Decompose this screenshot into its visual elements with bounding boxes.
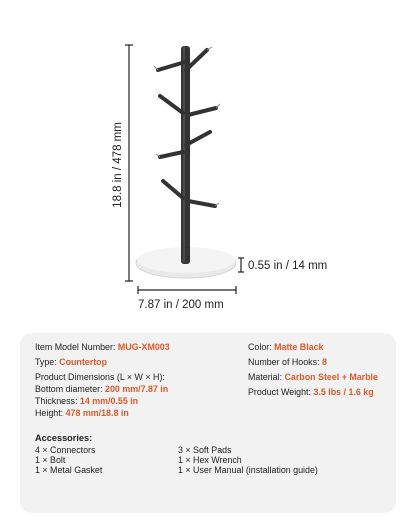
spec-label: Material: [248,372,285,382]
spec-hooks [248,357,327,367]
accessory-item: 4 × Connectors [35,445,96,455]
spec-value: MUG-XM003 [117,342,170,352]
spec-label: Type: [35,357,60,367]
thickness-dimension-line [238,258,244,272]
spec-label: Product Weight: [248,387,314,397]
spec-color [248,342,323,352]
thickness-dimension-label: 0.55 in / 14 mm [248,260,328,272]
spec-label: Height: [35,408,66,418]
spec-label: Item Model Number: [35,342,118,352]
spec-label: Product Dimensions (L × W × H): [35,372,165,382]
spec-type [35,357,107,367]
spec-label: Number of Hooks: [248,357,322,367]
spec-bottom-diameter [35,384,168,394]
rack-pole [181,46,190,264]
width-dimension-label: 7.87 in / 200 mm [138,299,224,311]
spec-thickness [35,396,138,406]
spec-value: 14 mm/0.55 in [79,396,139,406]
spec-card [20,333,396,513]
spec-label: Color: [248,342,275,352]
spec-dimensions-heading [35,372,165,382]
spec-model [35,342,170,352]
spec-value: Countertop [59,357,107,367]
spec-label: Bottom diameter: [35,384,106,394]
accessory-item: 1 × Bolt [35,455,66,465]
height-dimension-line [125,45,133,281]
accessory-item: 1 × User Manual (installation guide) [178,465,318,475]
spec-value: 3.5 lbs / 1.6 kg [313,387,374,397]
spec-height [35,408,129,418]
spec-value: Carbon Steel + Marble [284,372,378,382]
spec-value: Matte Black [274,342,324,352]
height-dimension-label: 18.8 in / 478 mm [112,122,124,208]
accessory-item: 3 × Soft Pads [178,445,232,455]
spec-value: 200 mm/7.87 in [105,384,169,394]
spec-value: 8 [322,357,327,367]
accessories-title: Accessories: [35,433,93,443]
spec-value: 478 mm/18.8 in [65,408,129,418]
width-dimension-line [138,286,236,294]
spec-weight [248,387,374,397]
spec-label: Thickness: [35,396,80,406]
spec-material [248,372,378,382]
accessory-item: 1 × Hex Wrench [178,455,242,465]
accessory-item: 1 × Metal Gasket [35,465,103,475]
